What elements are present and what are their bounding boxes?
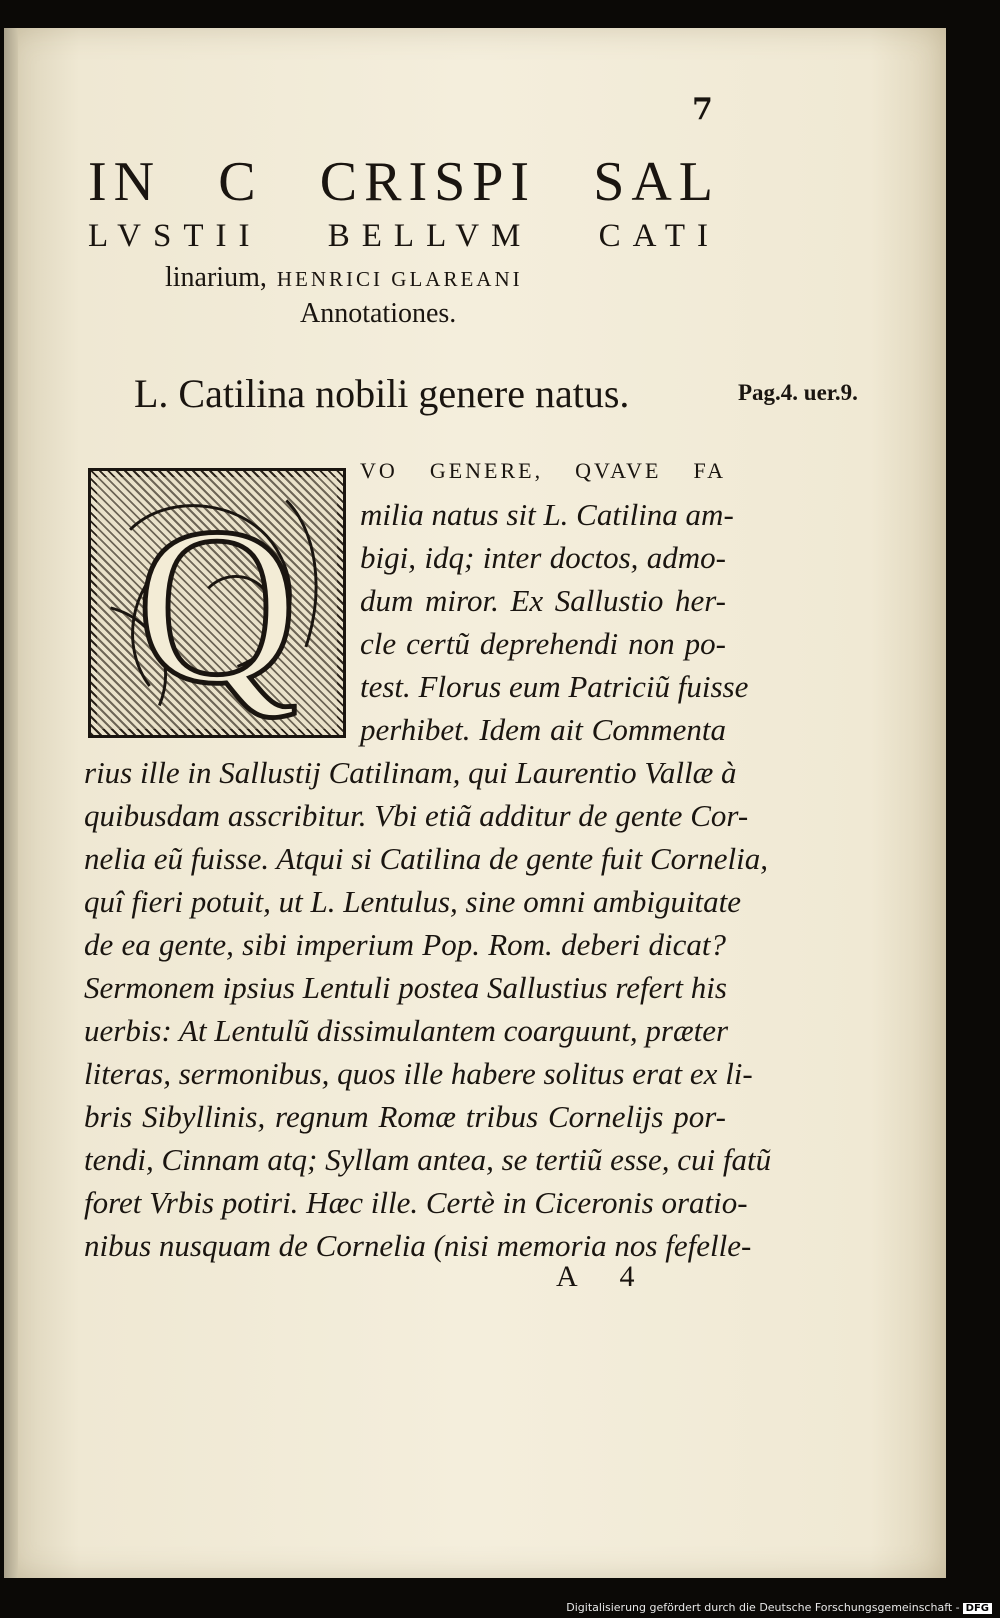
signature-mark: A 4 xyxy=(556,1260,653,1293)
text-line: test. Florus eum Patriciũ fuisse xyxy=(360,669,749,704)
text-line: bigi, idq; inter doctos, admo- xyxy=(360,540,726,575)
title-line-3-main: linarium, xyxy=(165,262,267,293)
digitization-footer xyxy=(566,1601,992,1614)
title-line-4: Annotationes. xyxy=(300,298,457,329)
title-line-3 xyxy=(165,262,665,294)
title-line-1: IN C CRISPI SAL xyxy=(88,151,720,213)
text-line: quî fieri potuit, ut L. Lentulus, sine omni ambiguitate xyxy=(84,884,742,919)
text-line: de ea gente, sibi imperium Pop. Rom. deberi dicat? xyxy=(84,927,726,962)
text-line: dum miror. Ex Sallustio her- xyxy=(360,583,726,618)
text-line: foret Vrbis potiri. Hæc ille. Certè in Ciceronis oratio- xyxy=(84,1185,748,1220)
text-line: quibusdam asscribitur. Vbi etiã additur de gente Cor- xyxy=(84,798,749,833)
initial-letter: Q xyxy=(135,481,299,731)
text-line: cle certũ deprehendi non po- xyxy=(360,626,726,661)
margin-note: Pag.4. uer.9. xyxy=(738,380,858,405)
initial-ornament-icon xyxy=(91,471,343,735)
text-line: literas, sermonibus, quos ille habere solitus erat ex li- xyxy=(84,1056,753,1091)
text-line: nibus nusquam de Cornelia (nisi memoria nos fefelle- xyxy=(84,1228,752,1263)
text-line: nelia eũ fuisse. Atqui si Catilina de gente fuit Cornelia, xyxy=(84,841,768,876)
decorated-initial xyxy=(88,468,346,738)
title-line-2: LVSTII BELLVM CATI xyxy=(88,218,720,254)
lemma-heading: L. Catilina nobili genere natus. xyxy=(134,371,630,416)
folio-number: 7 xyxy=(692,92,713,127)
dfg-logo: DFG xyxy=(963,1603,992,1614)
text-line: bris Sibyllinis, regnum Romæ tribus Cornelijs por- xyxy=(84,1099,726,1134)
text-line: Sermonem ipsius Lentuli postea Sallustius refert his xyxy=(84,970,727,1005)
text-line: perhibet. Idem ait Commenta xyxy=(360,712,726,747)
text-line: tendi, Cinnam atq; Syllam antea, se tertiũ esse, cui fatũ xyxy=(84,1142,772,1177)
text-line: milia natus sit L. Catilina am- xyxy=(360,497,734,532)
text-line: rius ille in Sallustij Catilinam, qui Laurentio Vallæ à xyxy=(84,755,737,790)
text-line: uerbis: At Lentulũ dissimulantem coarguunt, præter xyxy=(84,1013,729,1048)
title-line-3-smallcaps: HENRICI GLAREANI xyxy=(276,267,523,291)
footer-text: Digitalisierung gefördert durch die Deutsche Forschungsgemeinschaft - xyxy=(566,1601,960,1614)
text-line: VO GENERE, QVAVE FA xyxy=(360,458,726,483)
